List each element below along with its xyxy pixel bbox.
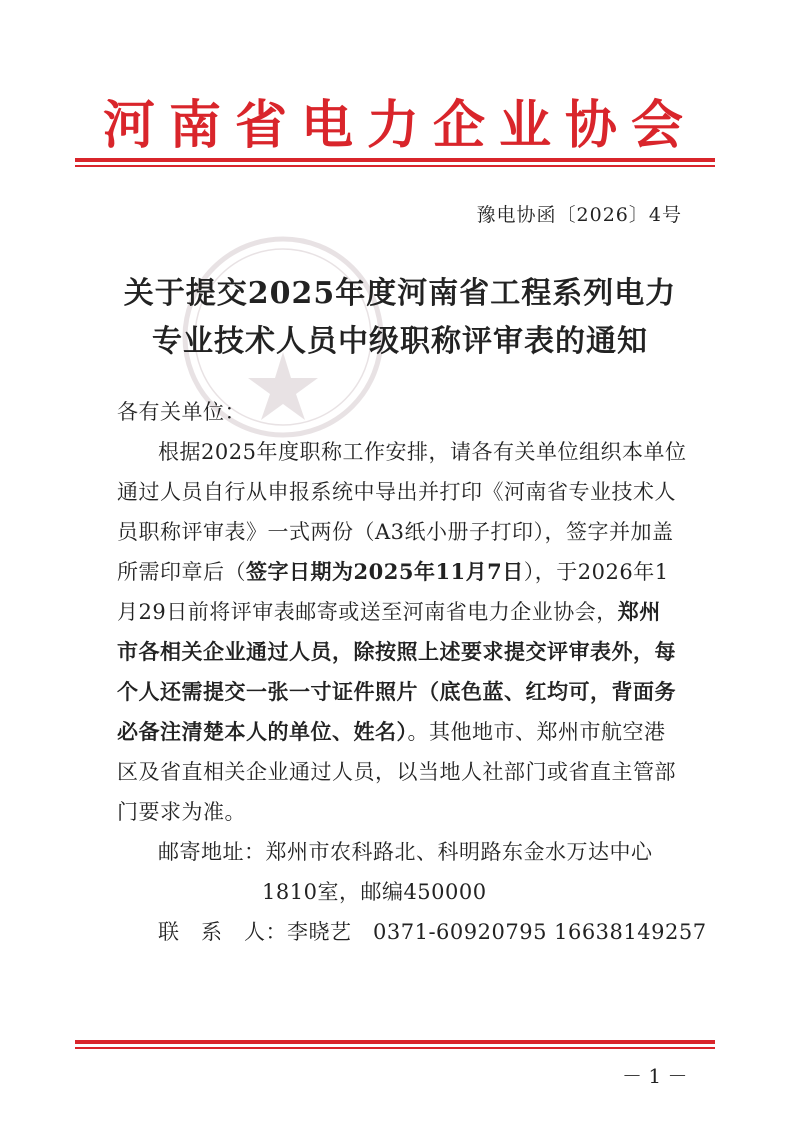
contact-value: 李晓艺 0371-60920795 16638149257 [287,920,707,944]
contact-label: 联 系 人： [158,920,287,944]
body-line: 区及省直相关企业通过人员，以当地人社部门或省直主管部 [117,760,676,784]
body-text: ），于2026年1 [523,560,669,584]
body-line [117,718,666,746]
body-text: 月29日前将评审表邮寄或送至河南省电力企业协会， [117,600,618,624]
body-line-bold: 个人还需提交一张一寸证件照片（底色蓝、红均可，背面务 [117,679,676,704]
photo-note-emphasis: 必备注清楚本人的单位、姓名） [117,719,408,744]
title-line-2: 专业技术人员中级职称评审表的通知 [152,324,648,359]
masthead-org-name: 河南省电力企业协会 [102,96,697,156]
masthead-red-rule [75,158,715,167]
mailing-label: 邮寄地址： [158,840,266,864]
zhengzhou-emphasis: 郑州 [617,599,661,624]
title-line-1: 关于提交2025年度河南省工程系列电力 [123,276,677,311]
body-line: 根据2025年度职称工作安排，请各有关单位组织本单位 [158,440,687,464]
body-line: 员职称评审表》一式两份（A3纸小册子打印），签字并加盖 [117,520,674,544]
mailing-address-row [158,838,653,866]
page-number: － 1 － [622,1064,688,1088]
contact-row [158,918,707,946]
body-line-bold: 市各相关企业通过人员，除按照上述要求提交评审表外，每 [117,639,676,664]
mailing-address-line-1: 郑州市农科路北、科明路东金水万达中心 [265,840,653,864]
doc-number: 豫电协函〔2026〕4号 [476,204,682,226]
mailing-address-line-2: 1810室，邮编450000 [262,880,487,904]
body-text: 。其他地市、郑州市航空港 [407,720,666,744]
signing-date-emphasis: 签字日期为2025年11月7日 [246,559,524,584]
salutation: 各有关单位： [117,400,246,424]
body-text: 所需印章后（ [117,560,246,584]
footer-red-rule [75,1040,715,1049]
body-line [117,558,669,586]
body-line: 门要求为准。 [117,800,246,824]
body-line: 通过人员自行从申报系统中导出并打印《河南省专业技术人 [117,480,676,504]
body-line [117,598,661,626]
